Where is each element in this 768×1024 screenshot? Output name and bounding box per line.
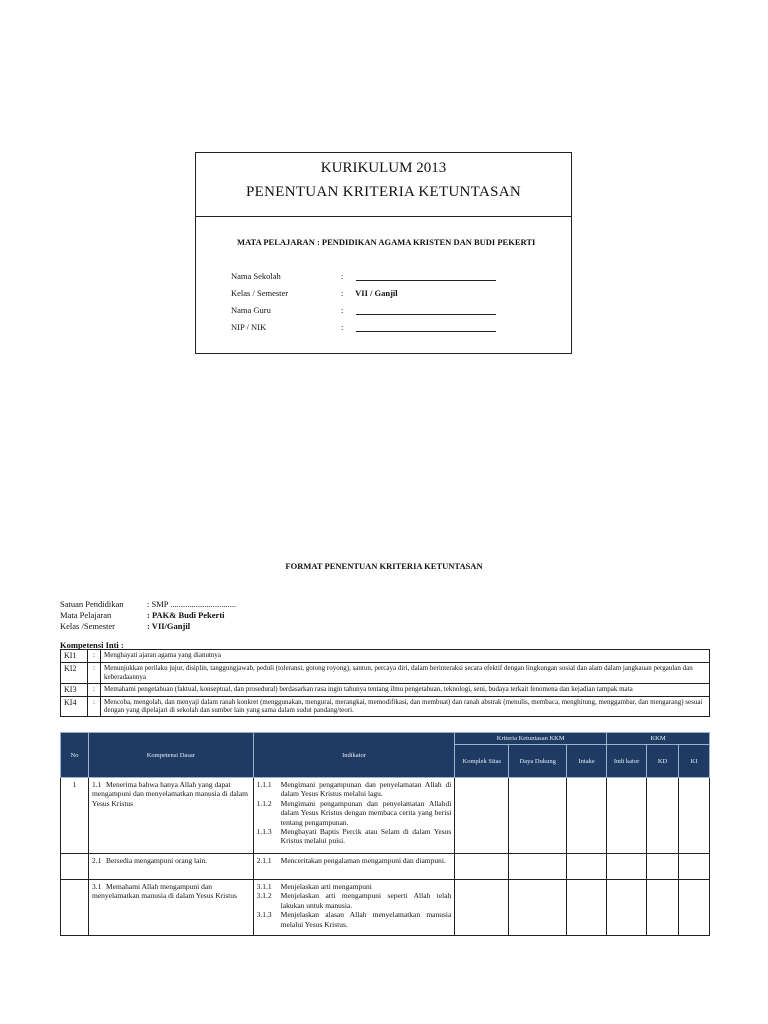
field-class-semester: Kelas / Semester : VII / Ganjil: [231, 288, 398, 298]
header-kompleksitas: Komplek Sitas: [455, 745, 509, 778]
indicator-item: 1.1.2 Mengimani pengampunan dan penyelamatan Allahdi dalam Yesus Kristus dengan membaca cerita yang berisi tentang pengampunan.: [256, 798, 452, 827]
cover-title: KURIKULUM 2013: [320, 160, 447, 176]
blank-line: [356, 331, 496, 332]
ki-row: KI4 : Mencoba, mengolah, dan menyaji dalam ranah konkret (menggunakan, mengurai, merangkai, memodifikasi, dan membuat) dan ranah abstrak (menulis, membaca, menghitung, menggambar, dan mengarang) sesuai dengan yang dipelajari di sekolah dan sumber lain yang sama dalam sudut pandang/teori.: [61, 696, 710, 717]
info-school-unit: Satuan Pendidikan : SMP ...............................: [60, 599, 237, 609]
table-row: 2.1 Bersedia mengampuni orang lain. 2.1.1 Menceritakan pengalaman mengampuni dan diampuni.: [61, 854, 710, 880]
indicator-item: 1.1.1 Mengimani pengampunan dan penyelamatan Allah di dalam Yesus Kristus melalui lagu.: [256, 780, 452, 799]
format-title: FORMAT PENENTUAN KRITERIA KETUNTASAN: [285, 561, 483, 571]
header-ki-short: KI: [678, 745, 709, 778]
field-teacher-name: Nama Guru :: [231, 305, 353, 315]
indicator-item: 3.1.2 Menjelaskan arti mengampuni seperti Allah telah lakukan untuk manusia.: [256, 891, 452, 910]
info-subject: Mata Pelajaran : PAK& Budi Pekerti: [60, 610, 225, 620]
field-nip: NIP / NIK :: [231, 322, 353, 332]
kkm-table: [60, 732, 710, 936]
blank-line: [356, 314, 496, 315]
info-class-semester: Kelas /Semester : VII/Ganjil: [60, 621, 191, 631]
table-row: 3.1 Memahami Allah mengampuni dan menyelamatkan manusia di dalam Yesus Kristus 3.1.1 Menjelaskan arti mengampuni 3.1.2 Menjelaskan arti mengampuni seperti Allah telah lakukan untuk manusia. 3.1.3 Menjelaskan alasan Allah menyelamatkan manusia melalui Yesus Kristus.: [61, 880, 710, 936]
header-kd: Kompetensi Dasar: [88, 733, 253, 778]
field-school-name: Nama Sekolah :: [231, 271, 353, 281]
cover-box: [195, 152, 572, 354]
subject-line: MATA PELAJARAN : PENDIDIKAN AGAMA KRISTEN DAN BUDI PEKERTI: [237, 237, 536, 247]
ki-row: KI1 : Menghayati ajaran agama yang dianutnya: [61, 650, 710, 663]
header-kriteria: Kriteria Ketuntasan KKM: [455, 733, 607, 745]
header-intake: Intake: [567, 745, 607, 778]
indicator-item: 3.1.1 Menjelaskan arti mengampuni: [256, 882, 372, 891]
table-row: 1 1.1 Menerima bahwa hanya Allah yang dapat mengampuni dan menyelamatkan manusia di dalam Yesus Kristus 1.1.1 Mengimani pengampunan dan penyelamatan Allah di dalam Yesus Kristus melalui lagu. 1.1.2 Mengimani pengampunan dan penyelamatan Allahdi dalam Yesus Kristus dengan membaca cerita yang berisi tentang pengampunan. 1.1.3 Menghayati Baptis Percik atau Selam di dalam Yesus Kristus melalui puisi.: [61, 778, 710, 854]
header-no: No: [61, 733, 89, 778]
indicator-item: 3.1.3 Menjelaskan alasan Allah menyelamatkan manusia melalui Yesus Kristus.: [256, 910, 452, 929]
header-kkm: KKM: [607, 733, 710, 745]
indicator-item: 1.1.3 Menghayati Baptis Percik atau Selam di dalam Yesus Kristus melalui puisi.: [256, 826, 452, 846]
ki-row: KI3 : Memahami pengetahuan (faktual, konseptual, dan prosedural) berdasarkan rasa ingin tahunya tentang ilmu pengetahuan, teknologi, seni, budaya terkait fenomena dan kejadian tampak mata: [61, 683, 710, 696]
cover-subtitle: PENENTUAN KRITERIA KETUNTASAN: [246, 184, 521, 200]
ki-heading: Kompetensi Inti :: [60, 640, 124, 650]
indicator-item: 2.1.1 Menceritakan pengalaman mengampuni dan diampuni.: [256, 856, 446, 865]
header-daya-dukung: Daya Dukung: [509, 745, 567, 778]
ki-row: KI2 : Menunjukkan perilaku jujur, disiplin, tanggungjawab, peduli (toleransi, gotong royong), santun, percaya diri, dalam berinteraksi secara efektif dengan lingkungan sosial dan alam dalam jangkauan pergaulan dan keberadaannya: [61, 663, 710, 684]
cover-header: [196, 153, 571, 217]
header-indikator: Indikator: [253, 733, 455, 778]
blank-line: [356, 280, 496, 281]
core-competency-table: [60, 649, 710, 717]
header-kd-short: KD: [647, 745, 679, 778]
header-indikator-short: Indi kator: [607, 745, 647, 778]
